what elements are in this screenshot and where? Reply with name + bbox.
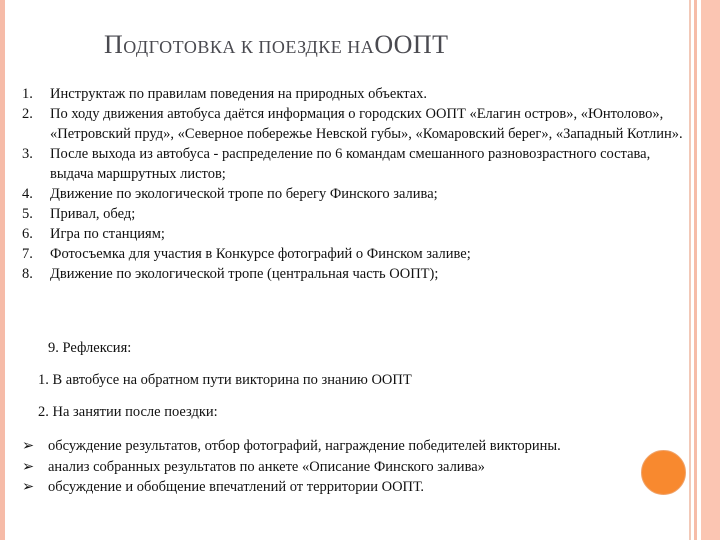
item-text: По ходу движения автобуса даётся информация о городских ООПТ «Елагин остров», «Юнтолово», «Петровский пруд», «Северное побережье Невской губы», «Комаровский берег», «Западный Котлин». [50, 106, 683, 142]
bullet-text: обсуждение и обобщение впечатлений от территории ООПТ. [48, 479, 425, 495]
list-item [22, 264, 692, 284]
item-text: Движение по экологической тропе (центральная часть ООПТ); [50, 266, 439, 282]
list-item [22, 457, 561, 478]
item-text: Игра по станциям; [50, 226, 165, 242]
decorative-circle [641, 450, 686, 495]
item-text: Привал, обед; [50, 206, 136, 222]
item-number: 2. [22, 106, 33, 122]
list-item [22, 184, 692, 204]
item-number: 6. [22, 226, 33, 242]
left-border [0, 0, 5, 540]
item-text: Инструктаж по правилам поведения на природных объектах. [50, 86, 428, 102]
list-item [22, 477, 561, 498]
list-item [22, 104, 692, 144]
arrow-bullet-icon: ➢ [22, 438, 35, 454]
reflection-heading: 9. Рефлексия: [48, 340, 132, 356]
item-number: 7. [22, 246, 33, 262]
list-item [22, 244, 692, 264]
item-number: 1. [22, 86, 33, 102]
arrow-bullet-icon: ➢ [22, 458, 35, 475]
list-item [22, 436, 561, 457]
item-number: 4. [22, 186, 33, 202]
slide-title: ПОДГОТОВКА К ПОЕЗДКЕ НАООПТ [104, 30, 449, 59]
right-border-stripe [694, 0, 697, 540]
arrow-bullet-icon: ➢ [22, 479, 35, 495]
list-item [22, 204, 692, 224]
item-number: 8. [22, 266, 33, 282]
item-number: 3. [22, 146, 33, 162]
reflection-item-2: 2. На занятии после поездки: [38, 404, 218, 420]
list-item [22, 224, 692, 244]
bullet-list [22, 436, 561, 498]
item-text: Фотосъемка для участия в Конкурсе фотографий о Финском заливе; [50, 246, 471, 262]
list-item [22, 144, 692, 184]
list-item [22, 84, 692, 104]
item-number: 5. [22, 206, 33, 222]
bullet-text: анализ собранных результатов по анкете «Описание Финского залива» [48, 458, 485, 475]
right-border-band [701, 0, 720, 540]
steps-list [22, 84, 692, 284]
item-text: После выхода из автобуса - распределение по 6 командам смешанного разновозрастного состава, выдача маршрутных листов; [50, 146, 651, 182]
bullet-text: обсуждение результатов, отбор фотографий, награждение победителей викторины. [48, 438, 561, 454]
reflection-item-1: 1. В автобусе на обратном пути викторина по знанию ООПТ [38, 372, 412, 388]
item-text: Движение по экологической тропе по берегу Финского залива; [50, 186, 438, 202]
